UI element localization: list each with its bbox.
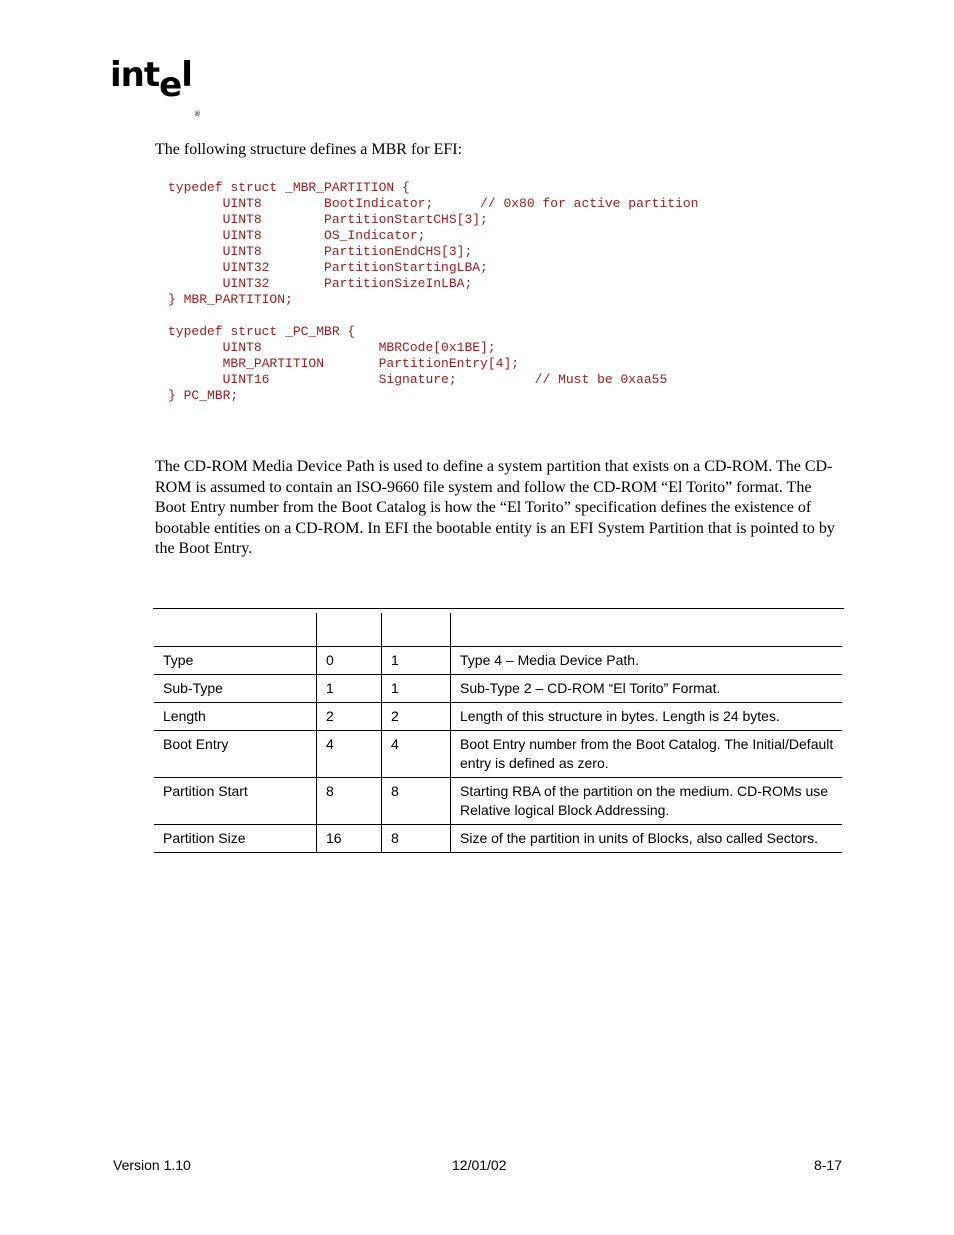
- table-row: [154, 675, 842, 703]
- table-top-rule: [153, 608, 844, 609]
- byte-offset-cell: 16: [317, 825, 382, 853]
- table-row: [154, 703, 842, 731]
- cdrom-description-paragraph: The CD-ROM Media Device Path is used to define a system partition that exists on a CD-ROM. The CD-ROM is assumed to contain an ISO-9660 file system and follow the CD-ROM “El Torito” format. The Boot Entry number from the Boot Catalog is how the “El Torito” specification defines the existence of bootable entities on a CD-ROM. In EFI the bootable entity is an EFI System Partition that is pointed to by the Boot Entry.: [155, 458, 835, 557]
- code-line: UINT32 PartitionStartingLBA;: [168, 260, 488, 275]
- description-cell: Starting RBA of the partition on the medium. CD-ROMs use Relative logical Block Addressing.: [451, 778, 843, 825]
- table-row: [154, 647, 842, 675]
- table-header-cell: [382, 613, 451, 647]
- code-line: UINT32 PartitionSizeInLBA;: [168, 276, 473, 291]
- cdrom-device-path-table: [154, 613, 842, 853]
- code-line: typedef struct _PC_MBR {: [168, 324, 356, 339]
- field-name-cell: Length: [154, 703, 317, 731]
- code-line: } PC_MBR;: [168, 388, 239, 403]
- code-line: MBR_PARTITION PartitionEntry[4];: [168, 356, 520, 371]
- code-block: [168, 180, 699, 404]
- field-name-cell: Sub-Type: [154, 675, 317, 703]
- code-line: UINT16 Signature; // Must be 0xaa55: [168, 372, 668, 387]
- byte-offset-cell: 1: [317, 675, 382, 703]
- field-name-cell: Type: [154, 647, 317, 675]
- description-cell: Length of this structure in bytes. Length is 24 bytes.: [451, 703, 843, 731]
- description-cell: Sub-Type 2 – CD-ROM “El Torito” Format.: [451, 675, 843, 703]
- byte-length-cell: 8: [382, 778, 451, 825]
- field-name-cell: Partition Size: [154, 825, 317, 853]
- code-line: } MBR_PARTITION;: [168, 292, 293, 307]
- description-cell: Type 4 – Media Device Path.: [451, 647, 843, 675]
- table-row: [154, 731, 842, 778]
- byte-length-cell: 1: [382, 647, 451, 675]
- code-line: typedef struct _MBR_PARTITION {: [168, 180, 410, 195]
- intel-logo: intel$_®$: [110, 55, 200, 118]
- table-header-row: [154, 613, 842, 647]
- field-name-cell: Boot Entry: [154, 731, 317, 778]
- table-row: [154, 825, 842, 853]
- footer-page-number: 8-17: [813, 1157, 842, 1173]
- footer-version: Version 1.10: [113, 1157, 191, 1173]
- byte-offset-cell: 8: [317, 778, 382, 825]
- code-line: UINT8 PartitionEndCHS[3];: [168, 244, 473, 259]
- code-line: UINT8 MBRCode[0x1BE];: [168, 340, 496, 355]
- table-row: [154, 778, 842, 825]
- byte-offset-cell: 0: [317, 647, 382, 675]
- table-header-cell: [317, 613, 382, 647]
- code-line: UINT8 PartitionStartCHS[3];: [168, 212, 488, 227]
- byte-length-cell: 1: [382, 675, 451, 703]
- byte-length-cell: 4: [382, 731, 451, 778]
- description-cell: Size of the partition in units of Blocks, also called Sectors.: [451, 825, 843, 853]
- table-header-cell: [154, 613, 317, 647]
- footer-date: 12/01/02: [452, 1157, 507, 1173]
- code-line: UINT8 OS_Indicator;: [168, 228, 426, 243]
- byte-offset-cell: 4: [317, 731, 382, 778]
- byte-offset-cell: 2: [317, 703, 382, 731]
- description-cell: Boot Entry number from the Boot Catalog. The Initial/Default entry is defined as zero.: [451, 731, 843, 778]
- code-line: UINT8 BootIndicator; // 0x80 for active partition: [168, 196, 699, 211]
- table-header-cell: [451, 613, 843, 647]
- field-name-cell: Partition Start: [154, 778, 317, 825]
- byte-length-cell: 8: [382, 825, 451, 853]
- intro-text: The following structure defines a MBR for EFI:: [155, 141, 463, 158]
- byte-length-cell: 2: [382, 703, 451, 731]
